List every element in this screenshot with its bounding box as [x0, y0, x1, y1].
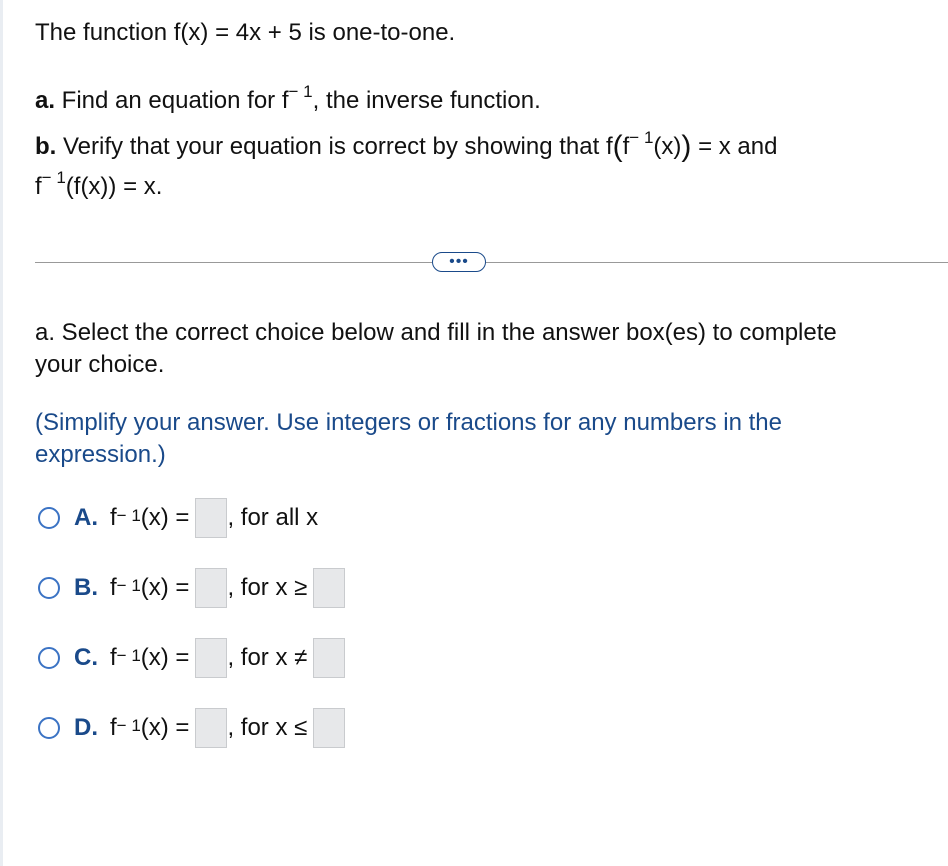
condition-box[interactable]	[313, 638, 345, 678]
inner-x: (x)	[653, 133, 682, 160]
part-b-question	[35, 130, 777, 162]
left-border	[0, 0, 3, 866]
choice-letter: D.	[74, 714, 98, 741]
radio-c[interactable]	[38, 647, 60, 669]
condition-box[interactable]	[313, 568, 345, 608]
condition: , for all x	[227, 504, 319, 531]
inner-f: f	[622, 133, 630, 160]
choice-letter: C.	[74, 644, 98, 671]
lhs: (x) =	[140, 504, 190, 531]
condition: , for x ≠	[227, 644, 308, 671]
answer-box[interactable]	[195, 638, 227, 678]
f-symbol: f	[110, 644, 117, 671]
part-a-text-end: , the inverse function.	[312, 87, 541, 114]
part-b-label: b.	[35, 133, 57, 160]
part-b-text: Verify that your equation is correct by showing that f	[56, 133, 613, 160]
instruction-line-2: your choice.	[35, 351, 165, 378]
part-a-label: a.	[35, 87, 56, 114]
inner-exponent: − 1	[629, 128, 654, 147]
show-more-button[interactable]: •••	[432, 252, 486, 272]
inverse-exponent: − 1	[288, 82, 313, 101]
choice-expression: f $^{- 1}$ (x) = , for x ≥	[110, 568, 345, 608]
radio-a[interactable]	[38, 507, 60, 529]
condition: , for x ≤	[227, 714, 308, 741]
choice-d[interactable]	[38, 708, 345, 748]
right-paren: )	[681, 130, 692, 163]
answer-box[interactable]	[195, 568, 227, 608]
part-a-text: Find an equation for f	[55, 87, 289, 114]
part-a-question	[35, 82, 541, 116]
choice-c[interactable]	[38, 638, 345, 678]
part-b-line2	[35, 168, 163, 202]
choice-letter: A.	[74, 504, 98, 531]
answer-box[interactable]	[195, 498, 227, 538]
radio-d[interactable]	[38, 717, 60, 739]
choice-letter: B.	[74, 574, 98, 601]
left-paren: (	[612, 130, 623, 163]
line2-f: f	[35, 173, 42, 200]
f-symbol: f	[110, 714, 117, 741]
hint-line-2: expression.)	[35, 441, 166, 468]
choice-expression: f $^{- 1}$ (x) = , for x ≤	[110, 708, 345, 748]
lhs: (x) =	[140, 574, 190, 601]
f-symbol: f	[110, 504, 117, 531]
divider-left	[35, 262, 432, 263]
choice-b[interactable]	[38, 568, 345, 608]
line2-text: (f(x)) = x.	[65, 173, 163, 200]
lhs: (x) =	[140, 714, 190, 741]
condition: , for x ≥	[227, 574, 308, 601]
choice-expression: f $^{- 1}$ (x) = , for all x	[110, 498, 318, 538]
choice-a[interactable]	[38, 498, 318, 538]
lhs: (x) =	[140, 644, 190, 671]
answer-box[interactable]	[195, 708, 227, 748]
instruction-line-1: a. Select the correct choice below and fill in the answer box(es) to complete	[35, 319, 837, 346]
radio-b[interactable]	[38, 577, 60, 599]
problem-statement: The function f(x) = 4x + 5 is one-to-one.	[35, 19, 456, 46]
divider-right	[486, 262, 948, 263]
f-symbol: f	[110, 574, 117, 601]
hint-line-1: (Simplify your answer. Use integers or fractions for any numbers in the	[35, 409, 782, 436]
condition-box[interactable]	[313, 708, 345, 748]
part-b-text-end: = x and	[698, 133, 778, 160]
choice-expression: f $^{- 1}$ (x) = , for x ≠	[110, 638, 345, 678]
line2-exponent: − 1	[41, 168, 66, 187]
